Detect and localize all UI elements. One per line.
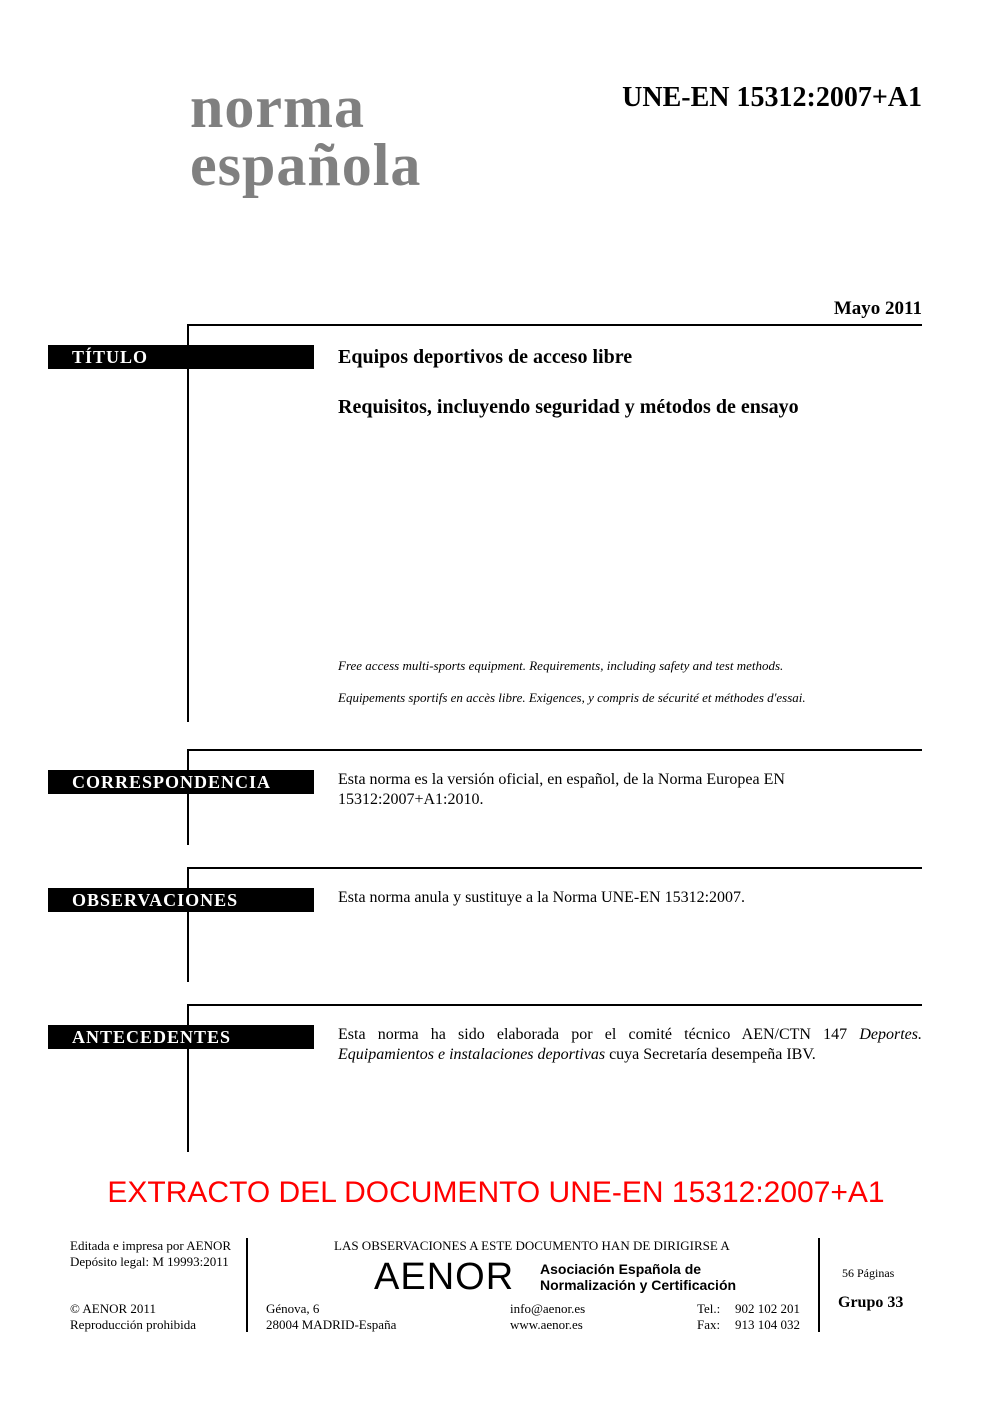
legal-deposit: Depósito legal: M 19993:2011 [70, 1254, 229, 1269]
observations-note: LAS OBSERVACIONES A ESTE DOCUMENTO HAN DE DIRIGIRSE A [334, 1238, 730, 1253]
aenor-name-line2: Normalización y Certificación [540, 1277, 737, 1293]
fax-value: 913 104 032 [735, 1317, 800, 1332]
phone-labels [697, 1301, 720, 1333]
publication-date: Mayo 2011 [833, 298, 922, 319]
observaciones-text: Esta norma anula y sustituye a la Norma UNE-EN 15312:2007. [338, 889, 746, 906]
aenor-full-name [540, 1261, 736, 1293]
titulo-label: TÍTULO [48, 345, 314, 369]
email-link[interactable]: info@aenor.es [510, 1301, 586, 1316]
title-french: Equipements sportifs en accès libre. Exigences, y compris de sécurité et méthodes d'essai. [338, 690, 806, 705]
correspondencia-text: Esta norma es la versión oficial, en español, de la Norma Europea EN 15312:2007+A1:2010. [338, 771, 785, 808]
antecedentes-text-start: Esta norma ha sido elaborada por el comité técnico AEN/CTN 147 [338, 1026, 860, 1043]
titulo-top-rule [187, 324, 922, 326]
reproduction-notice: Reproducción prohibida [70, 1317, 196, 1332]
correspondencia-top-rule [187, 749, 922, 751]
phone-values [735, 1301, 800, 1333]
observaciones-vertical-rule [187, 867, 189, 982]
titulo-vertical-rule [187, 324, 189, 722]
extract-watermark: EXTRACTO DEL DOCUMENTO UNE-EN 15312:2007+A1 [107, 1176, 885, 1209]
online-contact [510, 1301, 585, 1333]
website-link[interactable]: www.aenor.es [510, 1317, 583, 1332]
observaciones-label: OBSERVACIONES [48, 888, 314, 912]
title-line-2: española [190, 132, 422, 198]
antecedentes-label: ANTECEDENTES [48, 1025, 314, 1049]
antecedentes-text-end: cuya Secretaría desempeña IBV. [605, 1046, 816, 1063]
subtitle: Requisitos, incluyendo seguridad y métodos de ensayo [338, 396, 799, 418]
tel-value: 902 102 201 [735, 1301, 800, 1316]
title-english: Free access multi-sports equipment. Requirements, including safety and test methods. [338, 658, 784, 673]
correspondencia-label: CORRESPONDENCIA [48, 770, 314, 794]
aenor-name-line1: Asociación Española de [540, 1261, 702, 1277]
standard-code: UNE-EN 15312:2007+A1 [622, 82, 922, 113]
observaciones-top-rule [187, 867, 922, 869]
correspondencia-vertical-rule [187, 749, 189, 845]
title-line-1: norma [190, 74, 365, 140]
antecedentes-text [338, 1025, 922, 1065]
editor-line: Editada e impresa por AENOR [70, 1238, 232, 1253]
postal-address [266, 1301, 396, 1333]
street-address: Génova, 6 [266, 1301, 320, 1316]
city-address: 28004 MADRID-España [266, 1317, 397, 1332]
committee-name: Deportes. Equipamientos e instalaciones deportivas [338, 1026, 922, 1063]
footer-right-divider [818, 1238, 820, 1332]
page-count: 56 Páginas [842, 1266, 895, 1280]
tel-label: Tel.: [697, 1301, 721, 1316]
antecedentes-top-rule [187, 1004, 922, 1006]
main-title: Equipos deportivos de acceso libre [338, 346, 633, 368]
footer-left-divider [246, 1238, 248, 1332]
copyright-info [70, 1301, 196, 1333]
price-group: Grupo 33 [838, 1294, 904, 1311]
copyright: © AENOR 2011 [70, 1301, 156, 1316]
fax-label: Fax: [697, 1317, 721, 1332]
aenor-logo: AENOR [374, 1256, 515, 1298]
norma-espanola-title [190, 74, 422, 198]
editor-info [70, 1238, 231, 1270]
